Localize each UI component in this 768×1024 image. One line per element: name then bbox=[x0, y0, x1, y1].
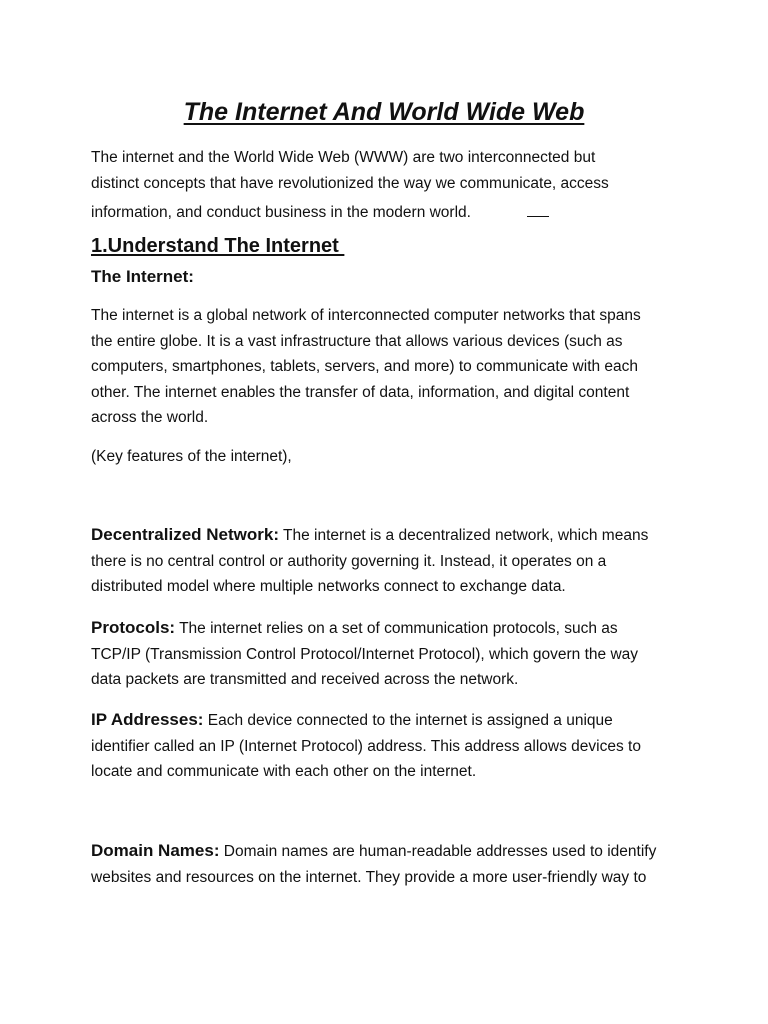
definition-line-5: across the world. bbox=[91, 409, 209, 426]
key-features-label: (Key features of the internet), bbox=[91, 448, 292, 465]
feature-1-text-1: The internet is a decentralized network, which means bbox=[279, 527, 649, 544]
intro-line-3 bbox=[91, 200, 691, 226]
feature-decentralized-network bbox=[91, 522, 691, 600]
intro-line-3-text: information, and conduct business in the modern world. bbox=[91, 204, 471, 221]
feature-2-line-1 bbox=[91, 615, 691, 642]
feature-4-term: Domain Names: bbox=[91, 841, 220, 860]
intro-paragraph bbox=[91, 145, 691, 226]
definition-line-2: the entire globe. It is a vast infrastructure that allows various devices (such as bbox=[91, 332, 623, 350]
intro-line-1: The internet and the World Wide Web (WWW) are two interconnected but bbox=[91, 149, 596, 166]
feature-1-line-3: distributed model where multiple networks connect to exchange data. bbox=[91, 578, 566, 595]
feature-2-term: Protocols: bbox=[91, 618, 176, 637]
feature-protocols bbox=[91, 615, 691, 693]
section-heading: 1.Understand The Internet bbox=[91, 235, 345, 257]
feature-4-line-1 bbox=[91, 838, 691, 865]
feature-3-line-1 bbox=[91, 707, 691, 734]
feature-1-term: Decentralized Network: bbox=[91, 525, 279, 544]
feature-1-line-2: there is no central control or authority governing it. Instead, it operates on a bbox=[91, 552, 607, 570]
feature-4-line-2: websites and resources on the internet. They provide a more user-friendly way to bbox=[91, 868, 647, 886]
definition-line-1: The internet is a global network of interconnected computer networks that spans bbox=[91, 307, 641, 324]
section-subheading: The Internet: bbox=[91, 267, 194, 286]
definition-line-4: other. The internet enables the transfer of data, information, and digital content bbox=[91, 383, 630, 401]
feature-3-text-1: Each device connected to the internet is assigned a unique bbox=[203, 712, 613, 729]
blank-underline-mark bbox=[527, 215, 549, 217]
feature-3-line-3: locate and communicate with each other on the internet. bbox=[91, 763, 477, 780]
definition-line-3: computers, smartphones, tablets, servers, and more) to communicate with each bbox=[91, 358, 639, 375]
feature-2-line-3: data packets are transmitted and received across the network. bbox=[91, 671, 519, 688]
document-title: The Internet And World Wide Web bbox=[183, 98, 585, 126]
feature-2-text-1: The internet relies on a set of communication protocols, such as bbox=[175, 620, 618, 637]
feature-3-line-2: identifier called an IP (Internet Protocol) address. This address allows devices to bbox=[91, 737, 641, 755]
feature-3-term: IP Addresses: bbox=[91, 710, 204, 729]
feature-1-line-1 bbox=[91, 522, 691, 549]
feature-2-line-2: TCP/IP (Transmission Control Protocol/Internet Protocol), which govern the way bbox=[91, 645, 639, 663]
feature-4-text-1: Domain names are human-readable addresses used to identify bbox=[219, 843, 657, 860]
feature-domain-names bbox=[91, 838, 691, 890]
intro-line-2: distinct concepts that have revolutionized the way we communicate, access bbox=[91, 174, 609, 192]
internet-definition-paragraph bbox=[91, 303, 691, 431]
feature-ip-addresses bbox=[91, 707, 691, 785]
